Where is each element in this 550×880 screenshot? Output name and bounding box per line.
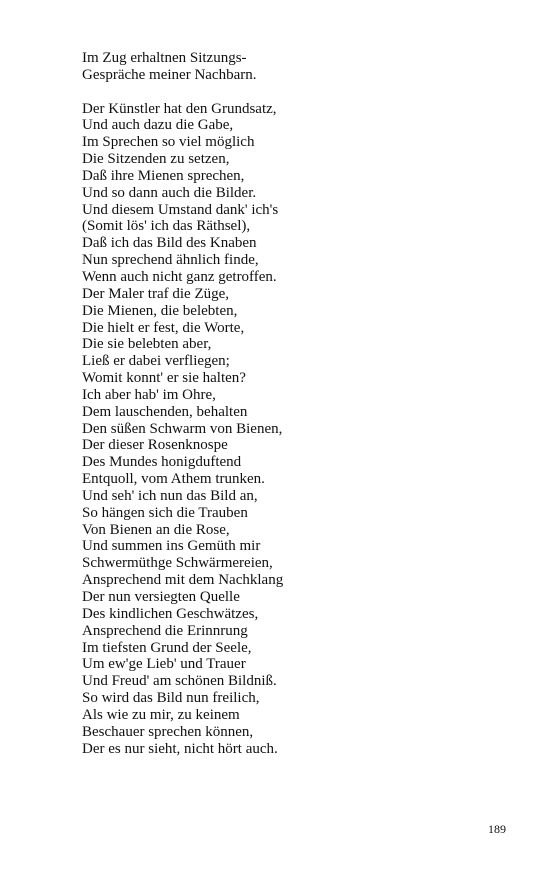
poem-line: Und so dann auch die Bilder. xyxy=(82,184,257,201)
poem-line: Ansprechend mit dem Nachklang xyxy=(82,572,284,589)
poem-line: Im Sprechen so viel möglich xyxy=(82,134,255,151)
poem-line: Ansprechend die Erinnrung xyxy=(82,622,248,639)
poem-stanza xyxy=(82,101,512,758)
poem-line: Schwermüthge Schwärmereien, xyxy=(82,555,273,572)
poem-line: Und seh' ich nun das Bild an, xyxy=(82,487,258,504)
poem-line: Im Zug erhaltnen Sitzungs- xyxy=(82,50,247,66)
poem-line: Des kindlichen Geschwätzes, xyxy=(82,605,259,622)
poem-line: Ich aber hab' im Ohre, xyxy=(82,386,216,403)
poem-line: Der Maler traf die Züge, xyxy=(82,285,230,302)
poem-line: Entquoll, vom Athem trunken. xyxy=(82,471,265,488)
poem-text xyxy=(82,50,512,757)
poem-line: Um ew'ge Lieb' und Trauer xyxy=(82,656,246,673)
poem-line: Ließ er dabei verfliegen; xyxy=(82,353,230,370)
poem-line: Gespräche meiner Nachbarn. xyxy=(82,66,257,83)
poem-line: Und Freud' am schönen Bildniß. xyxy=(82,673,277,690)
poem-line: Die Sitzenden zu setzen, xyxy=(82,151,230,168)
poem-line: Die hielt er fest, die Worte, xyxy=(82,319,245,336)
poem-line: Womit konnt' er sie halten? xyxy=(82,370,246,387)
poem-line: Die sie belebten aber, xyxy=(82,336,212,353)
poem-line: Und summen ins Gemüth mir xyxy=(82,538,261,555)
poem-line: Der Künstler hat den Grundsatz, xyxy=(82,100,277,117)
poem-line: Wenn auch nicht ganz getroffen. xyxy=(82,268,277,285)
poem-line: Der nun versiegten Quelle xyxy=(82,589,240,605)
poem-line: Daß ich das Bild des Knaben xyxy=(82,235,257,252)
poem-line: Dem lauschenden, behalten xyxy=(82,403,248,420)
poem-line: Als wie zu mir, zu keinem xyxy=(82,706,240,723)
poem-stanza xyxy=(82,50,512,84)
poem-line: Im tiefsten Grund der Seele, xyxy=(82,639,252,656)
page-number: 189 xyxy=(488,822,506,836)
poem-line: Und diesem Umstand dank' ich's xyxy=(82,201,279,218)
poem-line: Nun sprechend ähnlich finde, xyxy=(82,252,259,269)
poem-line: So wird das Bild nun freilich, xyxy=(82,690,260,707)
poem-line: Daß ihre Mienen sprechen, xyxy=(82,167,245,184)
poem-line: Den süßen Schwarm von Bienen, xyxy=(82,420,283,437)
poem-line: Die Mienen, die belebten, xyxy=(82,302,238,319)
poem-line: Von Bienen an die Rose, xyxy=(82,521,230,538)
poem-line: Der dieser Rosenknospe xyxy=(82,437,228,454)
poem-line: Und auch dazu die Gabe, xyxy=(82,117,234,134)
poem-line: (Somit lös' ich das Räthsel), xyxy=(82,218,251,235)
poem-line: Der es nur sieht, nicht hört auch. xyxy=(82,740,278,757)
poem-line: So hängen sich die Trauben xyxy=(82,504,248,521)
poem-line: Des Mundes honigduftend xyxy=(82,454,242,471)
poem-line: Beschauer sprechen können, xyxy=(82,723,254,740)
